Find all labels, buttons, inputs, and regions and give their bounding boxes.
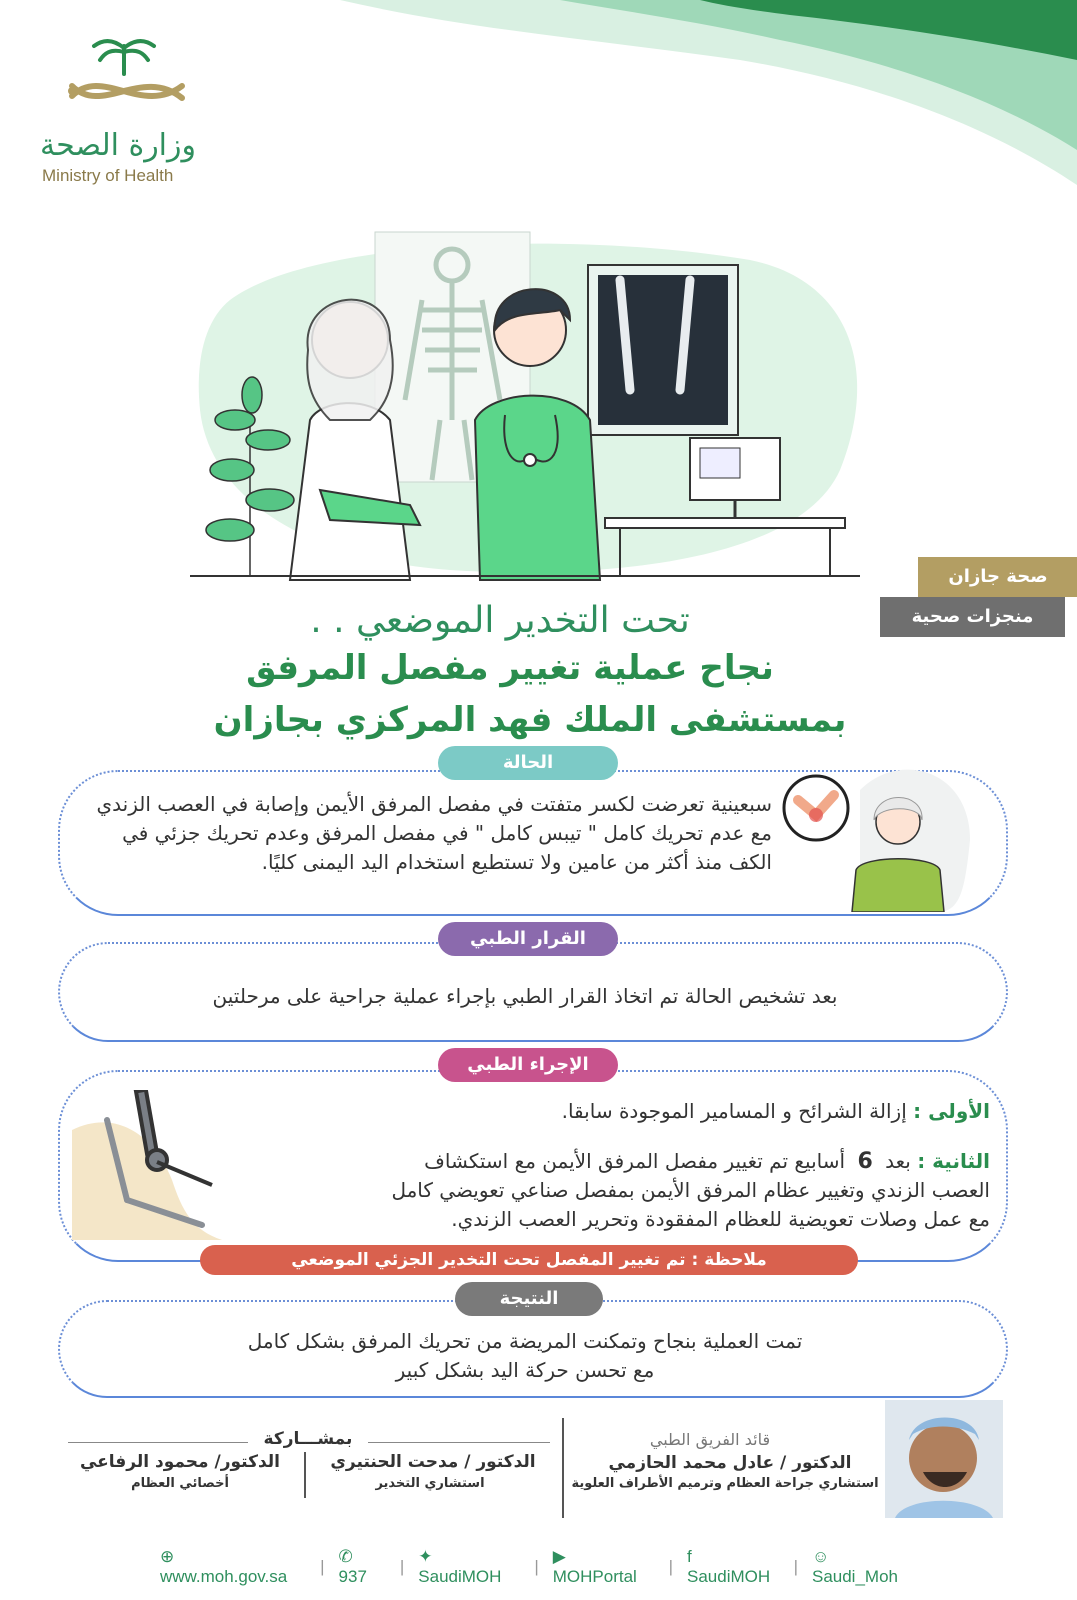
doctor-3-name: الدكتور/ محمود الرفاعي [79,1452,280,1472]
leader-photo [885,1400,1003,1518]
elbow-implant-illustration [72,1090,222,1240]
phone-link[interactable]: ✆ 937 [338,1547,367,1586]
case-label: الحالة [438,746,618,780]
twitter-link[interactable]: ✦ SaudiMOH [418,1547,502,1586]
second-step-text-b: أسابيع تم تغيير مفصل المرفق الأيمن مع استكشاف [424,1149,846,1173]
elderly-patient-icon [840,760,980,912]
first-step-text: إزالة الشرائح و المسامير الموجودة سابقا. [561,1099,907,1123]
category-tag: منجزات صحية [880,597,1065,637]
main-title-line-2: بمستشفى الملك فهد المركزي بجازان [213,700,847,740]
second-step-text-c: العصب الزندي وتغيير عظام المرفق الأيمن بمفصل صناعي تعويضي كامل [391,1178,990,1202]
globe-icon: ⊕ [159,1547,175,1566]
leader-title: استشاري جراحة العظام وترميم الأطراف العلوية [571,1476,879,1491]
participation-label: بمشـــاركة [248,1429,368,1449]
main-title-line-1: نجاح عملية تغيير مفصل المرفق [246,648,774,688]
leader-caption: قائد الفريق الطبي [649,1430,771,1449]
case-text: سبعينية تعرضت لكسر متفتت في مفصل المرفق الأيمن وإصابة في العصب الزندي مع عدم تحريك كامل " تيبس كامل " في مفصل المرفق وعدم تحريك جزئي في الكف منذ أكثر من عامين ولا تستطيع استخدام اليد اليمنى كليًا. [96,792,772,874]
anesthesia-note: ملاحظة : تم تغيير المفصل تحت التخدير الجزئي الموضعي [200,1245,858,1275]
decision-label: القرار الطبي [438,922,618,956]
second-step-text-d: مع عمل وصلات تعويضية للعظام المفقودة وتحرير العصب الزندي. [451,1207,990,1231]
first-step-label: الأولى : [913,1099,990,1123]
hero-illustration [190,220,880,585]
website-link[interactable]: ⊕ www.moh.gov.sa [159,1547,288,1586]
result-label: النتيجة [455,1282,603,1316]
weeks-count: 6 [857,1149,873,1174]
doctor-2-name: الدكتور / مدحت الحنتيري [330,1452,536,1472]
doctors-divider [304,1452,306,1498]
facebook-icon: f [687,1547,692,1566]
procedure-first-step [230,1097,990,1126]
second-step-label: الثانية : [917,1149,990,1173]
youtube-icon: ▶ [552,1547,566,1566]
leader-name: الدكتور / عادل محمد الحازمي [608,1453,852,1473]
subtitle: تحت التخدير الموضعي . . [310,600,690,641]
second-step-text-a: بعد [885,1149,911,1173]
phone-icon: ✆ [338,1547,353,1566]
doctor-3-title: أخصائي العظام [131,1476,229,1491]
decision-text: بعد تشخيص الحالة تم اتخاذ القرار الطبي بإجراء عملية جراحية على مرحلتين [212,984,838,1008]
footer-contacts: ⊕ www.moh.gov.sa | ✆ 937 | ✦ SaudiMOH | ▶ MOHPortal | f SaudiMOH | ☺ Saudi_Moh [160,1553,920,1581]
twitter-icon: ✦ [418,1547,433,1566]
team-divider [562,1418,564,1518]
facebook-link[interactable]: f SaudiMOH [687,1547,771,1586]
region-tag: صحة جازان [918,557,1077,597]
result-line-1: تمت العملية بنجاح وتمكنت المريضة من تحريك المرفق بشكل كامل [247,1329,803,1353]
youtube-link[interactable]: ▶ MOHPortal [552,1547,637,1586]
snapchat-link[interactable]: ☺ Saudi_Moh [811,1547,898,1586]
procedure-label: الإجراء الطبي [438,1048,618,1082]
ministry-name-english: Ministry of Health [42,166,174,185]
result-line-2: مع تحسن حركة اليد بشكل كبير [395,1358,655,1382]
ministry-logo-emblem [62,36,192,126]
doctor-2-title: استشاري التخدير [375,1476,485,1491]
snapchat-icon: ☺ [811,1547,830,1566]
ministry-name-arabic: وزارة الصحة [40,128,196,163]
procedure-second-step [210,1147,990,1234]
